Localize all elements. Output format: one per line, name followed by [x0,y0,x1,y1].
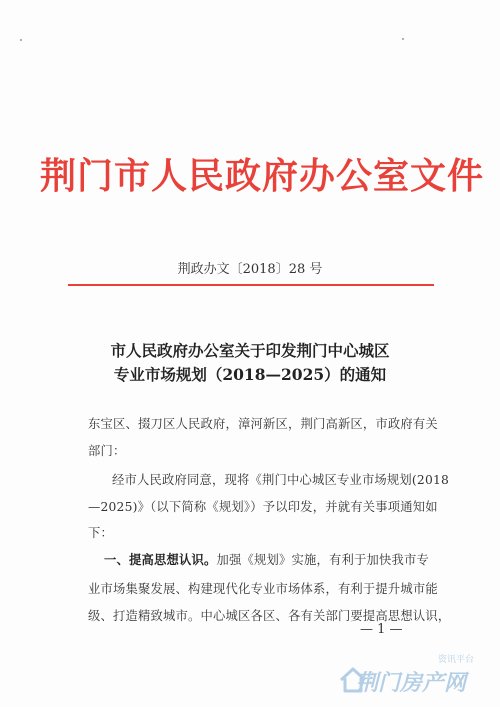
notice-title-line-1: 市人民政府办公室关于印发荆门中心城区 [110,341,390,360]
scan-speck [20,39,22,41]
notice-title-line-2: 专业市场规划（2018—2025）的通知 [113,365,387,384]
site-watermark [338,650,488,700]
body-paragraph [104,550,429,568]
body-line: 业市场集聚发展、构建现代化专业市场体系，有利于提升城市能 [88,582,438,596]
watermark-badge: 资讯平台 [438,655,475,665]
body-line: 级、打造精致城市。中心城区各区、各有关部门要提高思想认识， [88,609,451,623]
body-line: 经市人民政府同意，现将《荆门中心城区专业市场规划(2018 [112,473,450,487]
section-heading: 一、提高思想认识。 [104,552,217,567]
page-number: — 1 — [360,622,403,637]
red-divider-rule [68,284,434,286]
scan-speck [402,38,404,40]
watermark-text: 荆门房产网 [356,671,467,696]
body-line: 部门： [88,444,126,458]
body-line: 下： [88,526,113,540]
document-masthead: 荆门市人民政府办公室文件 [40,155,485,197]
body-line: —2025)》（以下简称《规划》）予以印发，并就有关事项通知如 [88,500,438,514]
section-text: 加强《规划》实施，有利于加快我市专 [216,553,429,567]
body-line: 东宝区、掇刀区人民政府，漳河新区，荆门高新区，市政府有关 [88,417,438,431]
document-number: 荆政办文〔2018〕28 号 [177,262,323,277]
